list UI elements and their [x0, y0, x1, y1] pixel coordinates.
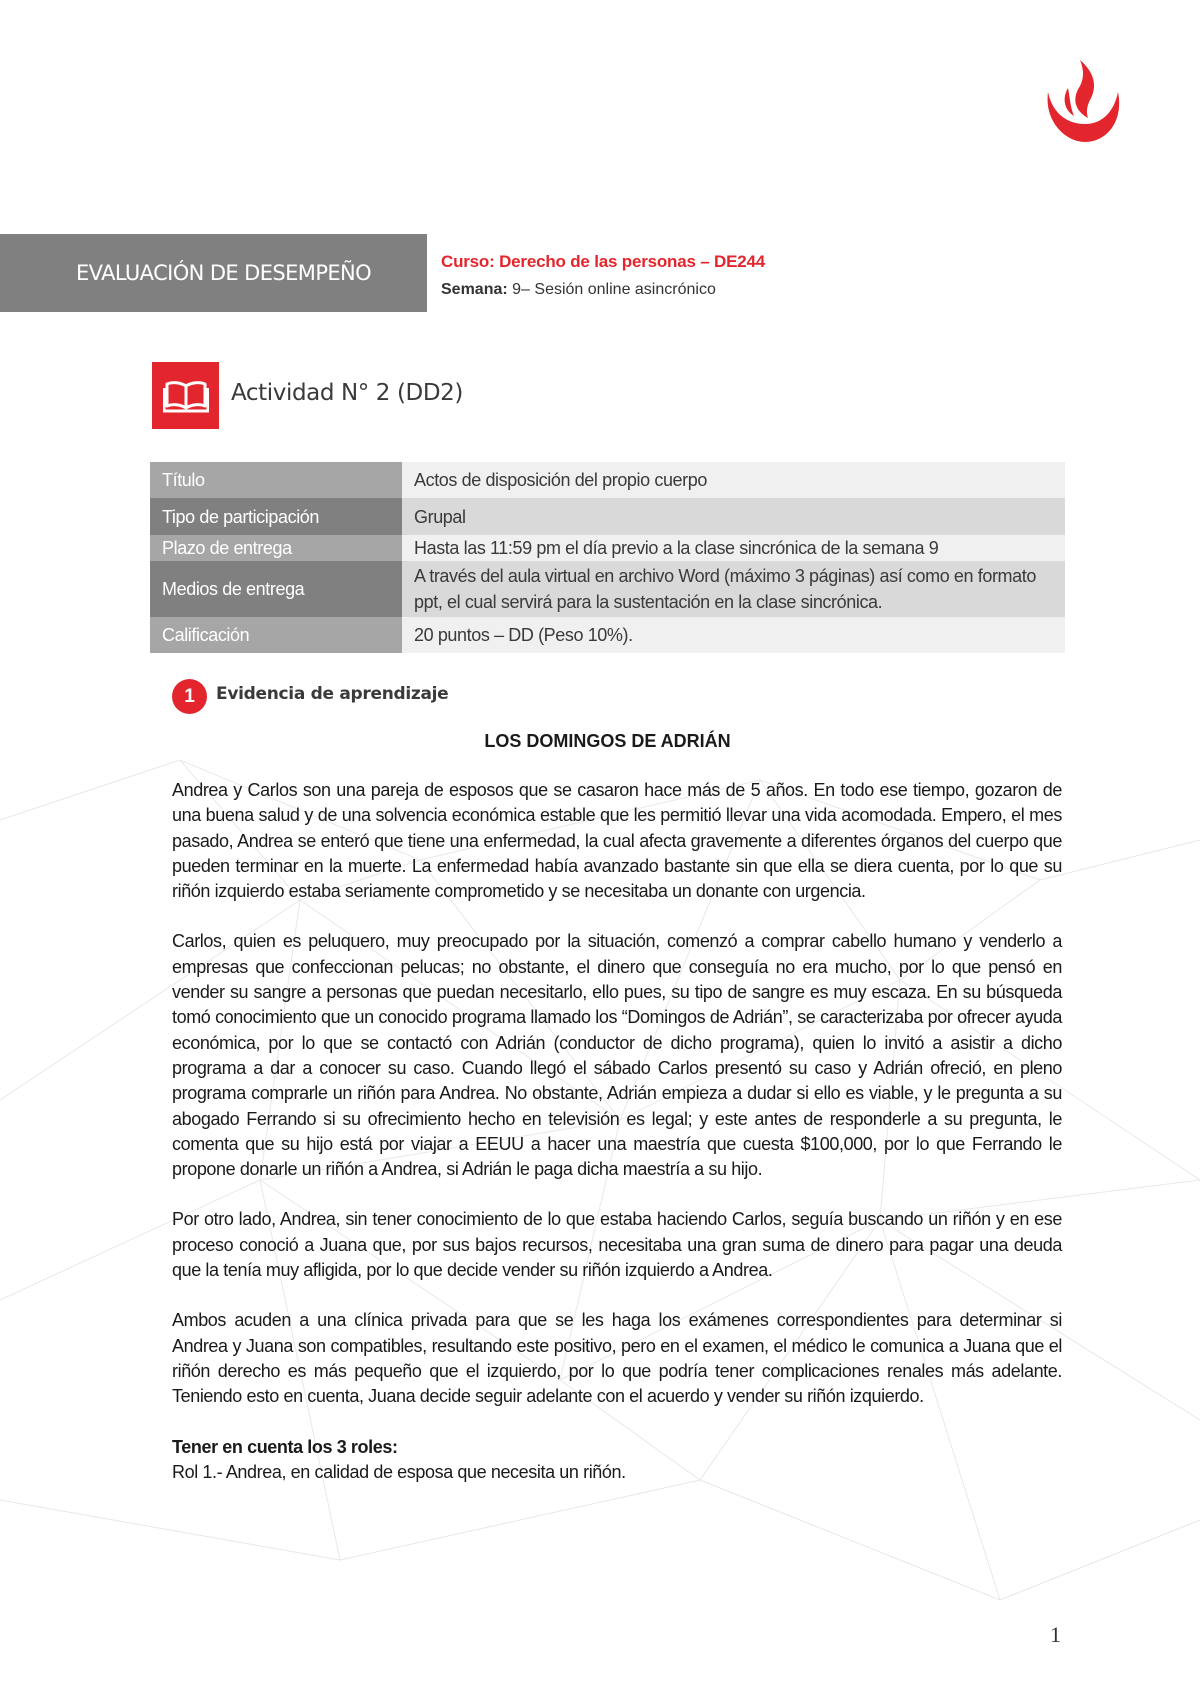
- week-label: Semana:: [441, 281, 508, 298]
- info-key: Plazo de entrega: [150, 535, 402, 561]
- story-title: LOS DOMINGOS DE ADRIÁN: [484, 731, 731, 751]
- info-key: Calificación: [150, 617, 402, 653]
- story-body: [172, 778, 1062, 1485]
- table-row: [150, 498, 1065, 535]
- activity-title: Actividad N° 2 (DD2): [231, 380, 463, 406]
- week-value: 9– Sesión online asincrónico: [507, 281, 716, 298]
- evaluation-title: EVALUACIÓN DE DESEMPEÑO: [76, 261, 372, 285]
- table-row: [150, 617, 1065, 653]
- table-row: [150, 561, 1065, 617]
- info-key: Título: [150, 462, 402, 498]
- course-title: Curso: Derecho de las personas – DE244: [441, 252, 766, 271]
- info-key: Tipo de participación: [150, 498, 402, 535]
- story-paragraph: Andrea y Carlos son una pareja de esposos que se casaron hace más de 5 años. En todo ese tiempo, gozaron de una buena salud y de una solvencia económica estable que les permitió llevar una vida acomodada. Empero, el mes pasado, Andrea se enteró que tiene una enfermedad, la cual afecta gravemente a diferentes órganos del cuerpo que pueden terminar en la muerte. La enfermedad había avanzado bastante sin que ella se diera cuenta, por lo que su riñón izquierdo estaba seriamente comprometido y se necesitaba un donante con urgencia.: [172, 780, 1062, 902]
- week-line: [441, 281, 716, 299]
- info-value: Actos de disposición del propio cuerpo: [402, 462, 1065, 498]
- page-number: 1: [1050, 1622, 1061, 1647]
- university-logo-icon: [1040, 58, 1126, 144]
- story-paragraph: Ambos acuden a una clínica privada para que se les haga los exámenes correspondientes para determinar si Andrea y Juana son compatibles, resultando este positivo, pero en el examen, el médico le comunica a Juana que el riñón derecho es más pequeño que el izquierdo, por lo que podría tener complicaciones renales más adelante. Teniendo esto en cuenta, Juana decide seguir adelante con el acuerdo y vender su riñón izquierdo.: [172, 1310, 1062, 1407]
- info-value: Grupal: [402, 498, 1065, 535]
- story-paragraph: Por otro lado, Andrea, sin tener conocimiento de lo que estaba haciendo Carlos, seguía buscando un riñón y en ese proceso conoció a Juana que, por sus bajos recursos, necesitaba una gran suma de dinero para pagar una deuda que la tenía muy afligida, por lo que decide vender su riñón izquierdo a Andrea.: [172, 1209, 1062, 1281]
- info-key: Medios de entrega: [150, 561, 402, 617]
- evidence-number-badge: 1: [172, 679, 207, 714]
- table-row: [150, 535, 1065, 561]
- activity-info-table: [150, 462, 1065, 653]
- info-value: A través del aula virtual en archivo Word (máximo 3 páginas) así como en formato ppt, el cual servirá para la sustentación en la clase sincrónica.: [402, 561, 1065, 617]
- info-value: 20 puntos – DD (Peso 10%).: [402, 617, 1065, 653]
- evaluation-banner: [0, 234, 427, 312]
- table-row: [150, 462, 1065, 498]
- info-value: Hasta las 11:59 pm el día previo a la clase sincrónica de la semana 9: [402, 535, 1065, 561]
- evidence-title: Evidencia de aprendizaje: [216, 684, 449, 704]
- roles-heading: Tener en cuenta los 3 roles:: [172, 1436, 398, 1457]
- open-book-icon: [152, 362, 219, 429]
- role-item: Rol 1.- Andrea, en calidad de esposa que necesita un riñón.: [172, 1461, 626, 1482]
- story-paragraph: Carlos, quien es peluquero, muy preocupado por la situación, comenzó a comprar cabello humano y venderlo a empresas que confeccionan pelucas; no obstante, el dinero que conseguía no era mucho, por lo que pensó en vender su sangre a personas que puedan necesitarlo, ello pues, su tipo de sangre es muy escaza. En su búsqueda tomó conocimiento que un conocido programa llamado los “Domingos de Adrián”, se caracterizaba por ofrecer ayuda económica, por lo que se contactó con Adrián (conductor de dicho programa), quien lo invitó a asistir a dicho programa a dar a conocer su caso. Cuando llegó el sábado Carlos presentó su caso y Adrián ofreció, en pleno programa comprarle un riñón para Andrea. No obstante, Adrián empieza a dudar si ello es viable, y le pregunta a su abogado Ferrando si su ofrecimiento hecho en televisión es legal; y este antes de responderle a su pregunta, le comenta que su hijo está por viajar a EEUU a hacer una maestría que cuesta $100,000, por lo que Ferrando le propone donarle un riñón a Andrea, si Adrián le paga dicha maestría a su hijo.: [172, 931, 1062, 1180]
